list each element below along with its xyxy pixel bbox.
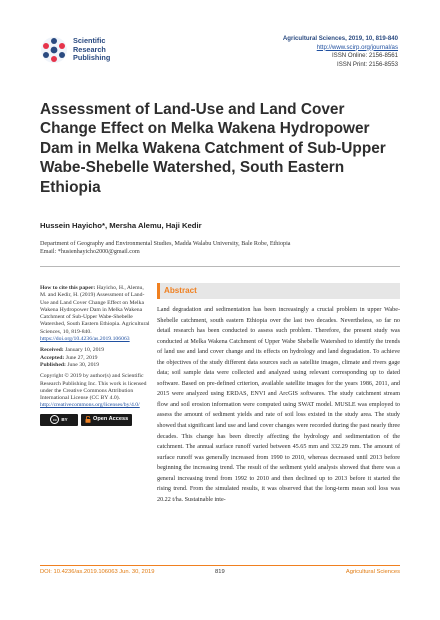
how-to-cite-label: How to cite this paper:: [40, 285, 96, 291]
copyright-text: Copyright © 2019 by author(s) and Scientific Research Publishing Inc. This work is licensed under the Creative Commons Attribution International License (CC BY 4.0).: [40, 373, 147, 402]
published-label: Published:: [40, 361, 66, 368]
received-label: Received:: [40, 347, 64, 354]
publisher-name: Scientific Research Publishing: [73, 36, 111, 63]
accepted-date: June 27, 2019: [65, 354, 98, 361]
footer-journal: Agricultural Sciences: [345, 569, 400, 575]
open-access-badge[interactable]: [81, 414, 132, 426]
license-badges: [40, 414, 150, 426]
author-list: Hussein Hayicho*, Mersha Alemu, Haji Kedir: [40, 221, 202, 230]
cc-icon: cc: [50, 415, 59, 424]
received-date: January 10, 2019: [65, 347, 105, 354]
header-divider: [40, 266, 400, 267]
dates: [40, 347, 150, 369]
copyright-notice: [40, 373, 150, 409]
doi-link[interactable]: https://doi.org/10.4236/as.2019.106063: [40, 336, 130, 343]
scirp-logo-icon: [40, 36, 68, 64]
how-to-cite-text: Hayicho, H., Alemu, M. and Kedir, H. (2019) Assessment of Land-Use and Land Cover Change Effect on Melka Wakena Hydropower Dam in Melka Wakena Catchment of Sub-Upper Wabe-Shebelle Watershed, South Eastern Ethiopia. Agricultural Sciences, 10, 819-840.: [40, 285, 150, 335]
affiliation: Department of Geography and Environmental Studies, Madda Walabu University, Bale Robe, Ethiopia: [40, 241, 291, 247]
abstract-accent-bar: [157, 283, 160, 299]
cc-by-label: BY: [61, 417, 68, 423]
issn-print: ISSN Print: 2156-8553: [337, 60, 398, 68]
accepted-label: Accepted:: [40, 354, 65, 361]
publisher-logo: [40, 36, 130, 66]
abstract-text: Land degradation and sedimentation has been increasingly a crucial problem in upper Wabe-Shebelle catchment, south eastern Ethiopia over the last two decades. Nevertheless, so far no detail research has been conducted to assess such problem. Therefore, the present study was conducted at Melka Wakena Catchment of Upper Wabe Shebelle Watershed to identify the trends of land use and land cover change and its effects on hydrology and land degradation. To achieve the objectives of the study different data sources such as satellite images, climate and rivers gage data; soil sample data were collected and analyzed using relevant corresponding up to dated software. Based on pre-defined criterion, available satellite images for the years 1986, 2011, and 2015 were analyzed using ERDAS, ENVI and ArcGIS softwares. The study catchment stream flow and soil erosion information were computed using SWAT model. MUSLE was employed to assess the amount of sediment yields and rate of soil loss existed in the study area. The study showed that significant land use and land cover changes were recorded during the past nearly three decades. This change has been directly affecting the hydrology and sedimentation of the catchment. The annual surface runoff varied between 45.65 mm and 332.29 mm. The amount of surface runoff was generally increased from 1990 to 2010, whereas decreased until 2013 before beginning the increasing trend. The result of the sediment yield analysis showed that there was a general increasing trend from 1992 to 2010 and then declined up to 2013 before it started the rising trend. From the simulated results, it was observed that the long-term mean soil loss was 20.22 t/ha. Sustainable inte-: [157, 307, 400, 503]
abstract-heading: Abstract: [164, 286, 197, 295]
issn-online: ISSN Online: 2156-8561: [331, 52, 398, 60]
open-lock-icon: [85, 416, 91, 423]
journal-info: [283, 35, 398, 69]
how-to-cite: [40, 285, 150, 343]
footer-doi: DOI: 10.4236/as.2019.106063 Jun. 30, 2019: [40, 569, 155, 575]
affiliation-block: [40, 240, 400, 257]
published-date: June 30, 2019: [67, 361, 100, 368]
article-sidebar: [40, 285, 150, 426]
cc-by-badge[interactable]: [40, 414, 78, 426]
open-access-label: Open Access: [93, 416, 129, 423]
license-link[interactable]: http://creativecommons.org/licenses/by/4.0/: [40, 402, 140, 409]
paper-title: Assessment of Land-Use and Land Cover Change Effect on Melka Wakena Hydropower Dam in Melka Wakena Catchment of Sub-Upper Wabe-Shebelle Watershed, South Eastern Ethiopia: [40, 101, 386, 196]
journal-citation: Agricultural Sciences, 2019, 10, 819-840: [282, 35, 398, 42]
footer-page-number: 819: [215, 569, 225, 575]
author-email: Email: *husienhayicho2000@gmail.com: [40, 249, 140, 256]
footer-divider: [40, 565, 400, 566]
journal-url-link[interactable]: http://www.scirp.org/journal/as: [316, 43, 398, 51]
